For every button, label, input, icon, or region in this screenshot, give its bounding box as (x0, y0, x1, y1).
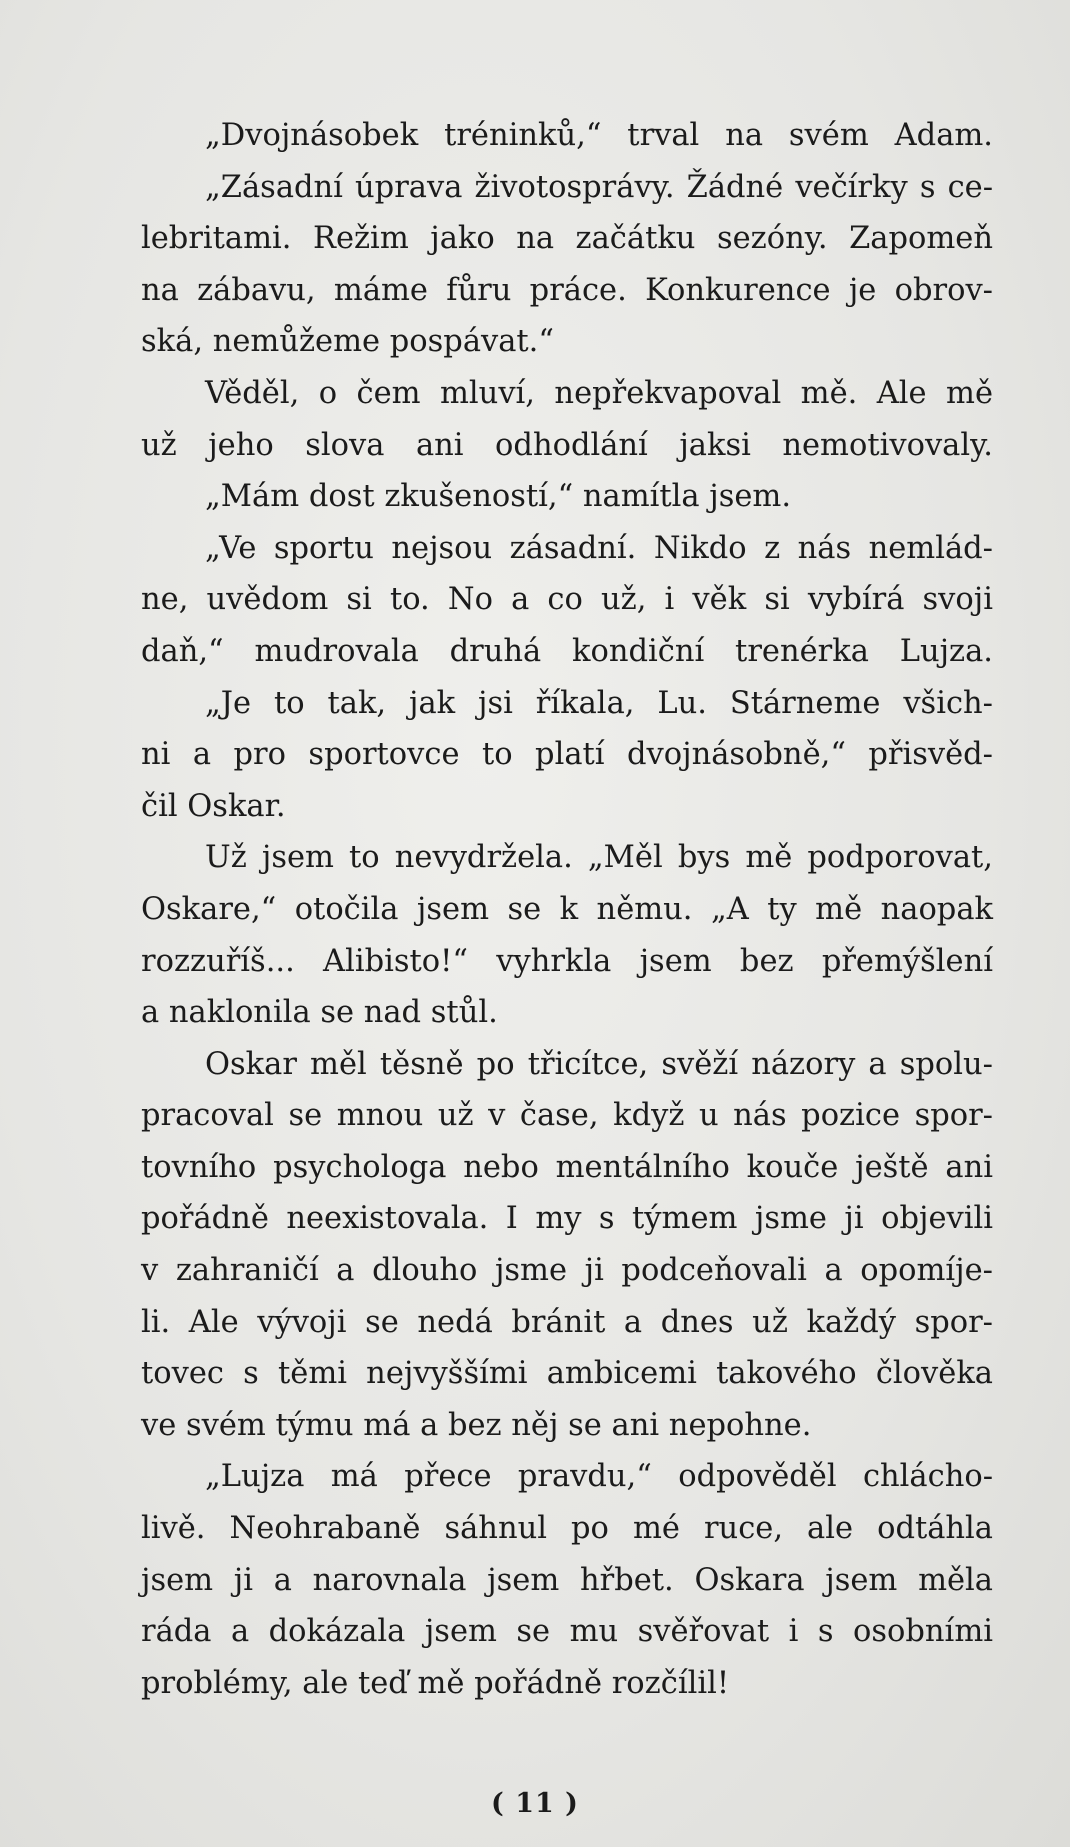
text-line: tovního psychologa nebo mentálního kouče ještě ani (141, 1149, 993, 1185)
text-line: daň,“ mudrovala druhá kondiční trenérka Lujza. (141, 633, 993, 669)
text-line: „Mám dost zkušeností,“ namítla jsem. (205, 479, 792, 515)
text-line: „Je to tak, jak jsi říkala, Lu. Stárneme všich- (205, 685, 993, 721)
text-line: Oskar měl těsně po třicítce, svěží názory a spolu- (205, 1046, 993, 1082)
text-line: ská, nemůžeme pospávat.“ (141, 324, 554, 360)
text-line: „Zásadní úprava životosprávy. Žádné večírky s ce- (205, 169, 993, 205)
text-line: li. Ale vývoji se nedá bránit a dnes už každý spor- (141, 1304, 993, 1340)
text-line: ve svém týmu má a bez něj se ani nepohne. (141, 1407, 812, 1443)
page-number: ( 11 ) (491, 1788, 579, 1819)
text-line: pracoval se mnou už v čase, když u nás pozice spor- (141, 1098, 993, 1134)
text-line: na zábavu, máme fůru práce. Konkurence je obrov- (141, 272, 993, 308)
text-line: tovec s těmi nejvyššími ambicemi takového člověka (141, 1356, 993, 1392)
text-line: „Dvojnásobek tréninků,“ trval na svém Adam. (205, 118, 993, 153)
text-line: ne, uvědom si to. No a co už, i věk si vybírá svoji (141, 582, 993, 618)
text-line: problémy, ale teď mě pořádně rozčílil! (141, 1665, 730, 1701)
text-line: ráda a dokázala jsem se mu svěřovat i s osobními (141, 1614, 993, 1650)
text-line: pořádně neexistovala. I my s týmem jsme ji objevili (141, 1201, 993, 1237)
text-line: „Ve sportu nejsou zásadní. Nikdo z nás nemlád- (205, 530, 993, 566)
text-line: a naklonila se nad stůl. (141, 995, 498, 1031)
text-line: rozzuříš... Alibisto!“ vyhrkla jsem bez přemýšlení (141, 943, 993, 979)
text-line: Už jsem to nevydržela. „Měl bys mě podporovat, (205, 840, 993, 876)
text-line: livě. Neohrabaně sáhnul po mé ruce, ale odtáhla (141, 1511, 993, 1547)
text-line: lebritami. Režim jako na začátku sezóny. Zapomeň (141, 221, 993, 257)
text-line: Věděl, o čem mluví, nepřekvapoval mě. Ale mě (205, 375, 993, 411)
text-line: ni a pro sportovce to platí dvojnásobně,“ přisvěd- (141, 737, 993, 773)
text-line: Oskare,“ otočila jsem se k němu. „A ty mě naopak (141, 891, 993, 927)
text-line: „Lujza má přece pravdu,“ odpověděl chlácho- (205, 1459, 993, 1495)
text-line: jsem ji a narovnala jsem hřbet. Oskara jsem měla (141, 1562, 993, 1598)
text-line: čil Oskar. (141, 788, 286, 824)
body-text (141, 110, 993, 1709)
text-line: v zahraničí a dlouho jsme ji podceňovali a opomíje- (141, 1253, 993, 1289)
text-line: už jeho slova ani odhodlání jaksi nemotivovaly. (141, 427, 993, 463)
